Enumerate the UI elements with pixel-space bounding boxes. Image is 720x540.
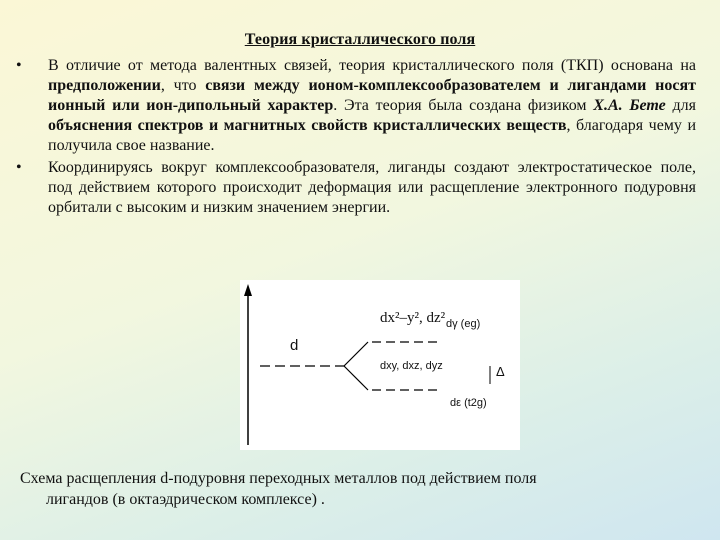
bullet-list [16, 56, 696, 218]
bullet-marker: • [16, 159, 22, 176]
lower-orbitals-label: dxy, dxz, dyz [380, 360, 443, 372]
bullet-1-text-9: , благодаря чему и получила свое название. [48, 117, 697, 154]
bullet-2-text: Координируясь вокруг комплексообразователя, лиганды создают электростатическое поле, под действием которого происходит деформация или расщепление электронного подуровня орбитали с высоким и низким значением энергии. [48, 159, 696, 216]
bullet-1-emphasis-explanation: объяснения спектров и магнитных свойств кристаллических веществ [48, 117, 567, 134]
splitting-connector-down [344, 366, 368, 390]
bullet-1-text-7: для [665, 97, 697, 114]
lower-symbol-label: dε (t2g) [450, 397, 487, 409]
diagram-caption [20, 468, 696, 510]
d-level-label: d [290, 337, 299, 354]
splitting-diagram [240, 280, 520, 450]
bullet-1-text-5: . Эта теория была создана физиком [333, 97, 594, 114]
bullet-1-emphasis-physicist: Х.А. Бете [593, 97, 666, 114]
slide-title: Теория кристаллического поля [244, 31, 476, 48]
caption-line-2: лигандов (в октаэдрическом комплексе) . [46, 491, 325, 508]
bullet-item-2 [16, 158, 696, 218]
bullet-item-1 [16, 56, 696, 156]
bullet-marker: • [16, 57, 22, 74]
bullet-1-text-3: , что [160, 77, 206, 94]
upper-orbitals-label: dx²–y², dz² [380, 310, 446, 326]
splitting-connector-up [344, 342, 368, 366]
delta-label: Δ [496, 364, 505, 379]
energy-axis-arrowhead [244, 284, 252, 296]
bullet-1-emphasis-bond-nature: связи между ионом-комплексообразователем и лигандами носят ионный или ион-дипольный характер [48, 77, 697, 114]
bullet-1-emphasis-assumption: предположении [48, 77, 161, 94]
caption-line-1: Схема расщепления d-подуровня переходных металлов под действием поля [20, 470, 537, 487]
upper-symbol-label: dγ (eg) [446, 318, 481, 330]
bullet-1-text-1: В отличие от метода валентных связей, теория кристаллического поля (ТКП) основана на [48, 57, 696, 74]
